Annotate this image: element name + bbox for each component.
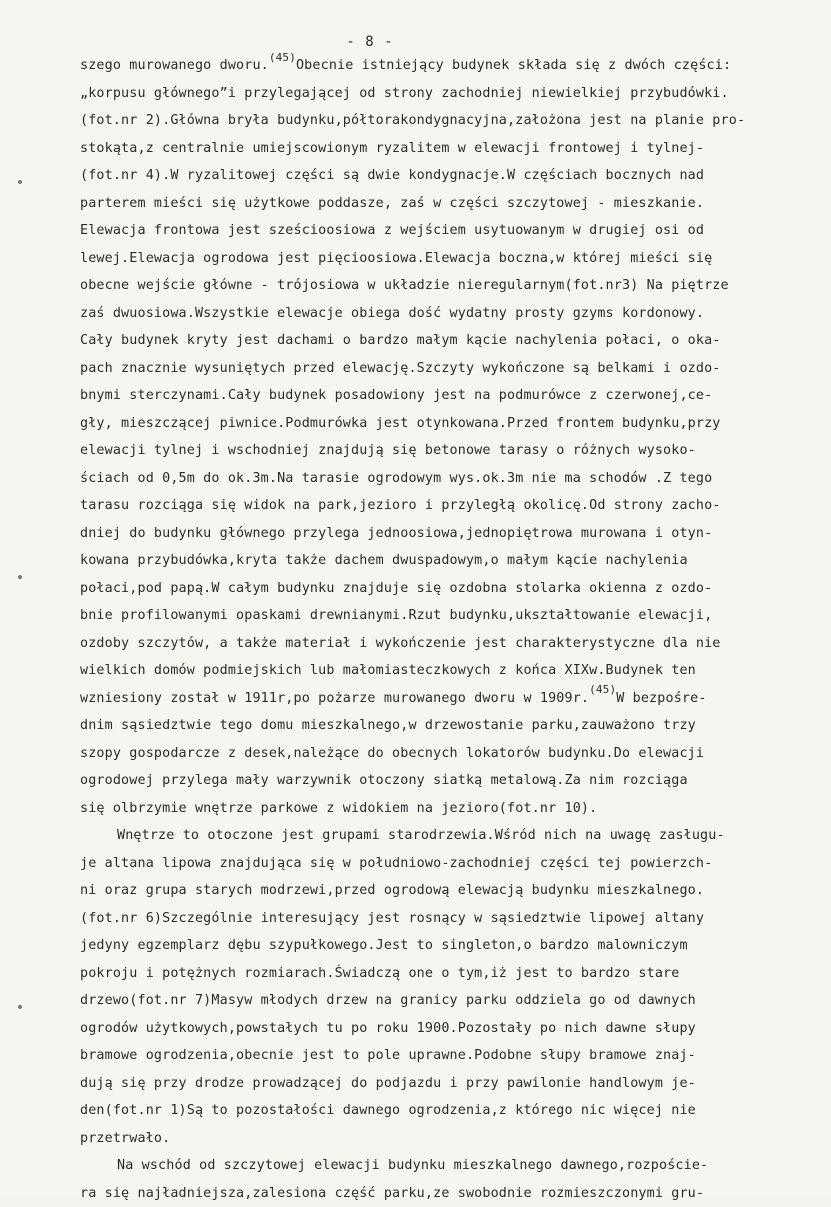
text-line [80,712,780,740]
text-line-content: zaś dwuosiowa.Wszystkie elewacje obiega dość wydatny prosty gzyms kordonowy. [80,306,704,321]
text-line [80,1180,780,1207]
text-line [80,547,780,575]
text-line [80,1015,780,1043]
text-line [80,877,780,905]
margin-punch-mark [18,575,22,579]
text-line-content: Cały budynek kryty jest dachami o bardzo małym kącie nachylenia połaci, o oka- [80,333,721,348]
text-line [80,685,780,713]
text-line [80,740,780,768]
page-number: - 8 - [340,34,400,50]
body-text [80,52,780,1207]
text-line [80,355,780,383]
text-line [80,217,780,245]
text-line-content: (fot.nr 2).Główna bryła budynku,półtorakondygnacyjna,założona jest na planie pro- [80,113,745,128]
text-line-content: obecne wejście główne - trójosiowa w układzie nieregularnym(fot.nr3) Na piętrze [80,278,729,293]
text-line-content: Elewacja frontowa jest sześcioosiowa z wejściem usytuowanym w drugiej osi od [80,223,704,238]
text-line-content: Wnętrze to otoczone jest grupami starodrzewia.Wśród nich na uwagę zasługu- [117,828,725,843]
text-line [80,905,780,933]
text-line [80,960,780,988]
text-line-content: drzewo(fot.nr 7)Masyw młodych drzew na granicy parku oddziela go od dawnych [80,993,696,1008]
text-line-content: Na wschód od szczytowej elewacji budynku mieszkalnego dawnego,rozpoście- [117,1158,708,1173]
text-line-content: dniej do budynku głównego przylega jednoosiowa,jednopiętrowa murowana i otyn- [80,526,712,541]
text-line-content: (fot.nr 4).W ryzalitowej części są dwie kondygnacje.W częściach bocznych nad [80,168,704,183]
text-line-content: bramowe ogrodzenia,obecnie jest to pole uprawne.Podobne słupy bramowe znaj- [80,1048,696,1063]
text-line [80,162,780,190]
footnote-reference: (45) [589,683,616,696]
text-line-content: dują się przy drodze prowadzącej do podjazdu i przy pawilonie handlowym je- [80,1076,696,1091]
text-line-content: ogrodowej przylega mały warzywnik otoczony siatką metalową.Za nim rozciąga [80,773,688,788]
text-line [80,327,780,355]
text-line [80,795,780,823]
text-line-content: den(fot.nr 1)Są to pozostałości dawnego ogrodzenia,z którego nic więcej nie [80,1103,696,1118]
text-line [80,245,780,273]
text-line [80,272,780,300]
text-line [80,657,780,685]
text-line-content: połaci,pod papą.W całym budynku znajduje się ozdobna stolarka okienna z ozdo- [80,581,712,596]
text-line-content: pach znacznie wysuniętych przed elewację.Szczyty wykończone są belkami i ozdo- [80,361,721,376]
text-line [80,410,780,438]
text-line [80,465,780,493]
text-line-content: szego murowanego dworu. [80,58,269,73]
text-line [80,1152,780,1180]
text-line [80,492,780,520]
text-line [80,932,780,960]
text-line-content: przetrwało. [80,1131,170,1146]
text-line-content: „korpusu głównego”i przylegającej od strony zachodniej niewielkiej przybudówki. [80,86,729,101]
footnote-reference: (45) [269,51,296,64]
text-line-content: bnie profilowanymi opaskami drewnianymi.Rzut budynku,ukształtowanie elewacji, [80,608,712,623]
text-line-content: ściach od 0,5m do ok.3m.Na tarasie ogrodowym wys.ok.3m nie ma schodów .Z tego [80,471,712,486]
text-line [80,135,780,163]
text-line-content: lewej.Elewacja ogrodowa jest pięcioosiowa.Elewacja boczna,w której mieści się [80,251,712,266]
text-line-content: ozdoby szczytów, a także materiał i wykończenie jest charakterystyczne dla nie [80,636,721,651]
text-line [80,382,780,410]
text-line [80,80,780,108]
text-line [80,1042,780,1070]
text-line [80,575,780,603]
text-line [80,987,780,1015]
text-line-continuation: Obecnie istniejący budynek składa się z dwóch części: [296,58,731,73]
margin-punch-mark [18,1005,22,1009]
text-line [80,1125,780,1153]
margin-punch-mark [18,180,22,184]
text-line [80,1070,780,1098]
text-line [80,107,780,135]
text-line-content: elewacji tylnej i wschodniej znajdują się betonowe tarasy o różnych wysoko- [80,443,696,458]
text-line [80,767,780,795]
text-line-content: ni oraz grupa starych modrzewi,przed ogrodową elewacją budynku mieszkalnego. [80,883,704,898]
text-line-continuation: W bezpośre- [616,691,706,706]
text-line [80,300,780,328]
text-line-content: dnim sąsiedztwie tego domu mieszkalnego,w drzewostanie parku,zauważono trzy [80,718,696,733]
text-line-content: pokroju i potężnych rozmiarach.Świadczą one o tym,iż jest to bardzo stare [80,966,679,981]
text-line-content: tarasu rozciąga się widok na park,jezioro i przyległą okolicę.Od strony zacho- [80,498,721,513]
text-line-content: kowana przybudówka,kryta także dachem dwuspadowym,o małym kącie nachylenia [80,553,688,568]
text-line-content: jedyny egzemplarz dębu szypułkowego.Jest to singleton,o bardzo malowniczym [80,938,688,953]
text-line [80,520,780,548]
text-line [80,1097,780,1125]
text-line-content: stokąta,z centralnie umiejscowionym ryzalitem w elewacji frontowej i tylnej- [80,141,704,156]
text-line [80,850,780,878]
text-line-content: wielkich domów podmiejskich lub małomiasteczkowych z końca XIXw.Budynek ten [80,663,696,678]
text-line [80,822,780,850]
text-line [80,437,780,465]
text-line-content: gły, mieszczącej piwnice.Podmurówka jest otynkowana.Przed frontem budynku,przy [80,416,721,431]
text-line [80,602,780,630]
text-line-content: się olbrzymie wnętrze parkowe z widokiem na jezioro(fot.nr 10). [80,801,597,816]
text-line-content: (fot.nr 6)Szczególnie interesujący jest rosnący w sąsiedztwie lipowej altany [80,911,704,926]
text-line-content: ra się najładniejsza,zalesiona część parku,ze swobodnie rozmieszczonymi gru- [80,1186,704,1201]
text-line-content: wzniesiony został w 1911r,po pożarze murowanego dworu w 1909r. [80,691,589,706]
text-line-content: szopy gospodarcze z desek,należące do obecnych lokatorów budynku.Do elewacji [80,746,704,761]
text-line-content: je altana lipowa znajdująca się w południowo-zachodniej części tej powierzch- [80,856,712,871]
text-line [80,190,780,218]
text-line-content: bnymi sterczynami.Cały budynek posadowiony jest na podmurówce z czerwonej,ce- [80,388,712,403]
text-line [80,630,780,658]
text-line-content: ogrodów użytkowych,powstałych tu po roku 1900.Pozostały po nich dawne słupy [80,1021,696,1036]
text-line [80,52,780,80]
text-line-content: parterem mieści się użytkowe poddasze, zaś w części szczytowej - mieszkanie. [80,196,704,211]
